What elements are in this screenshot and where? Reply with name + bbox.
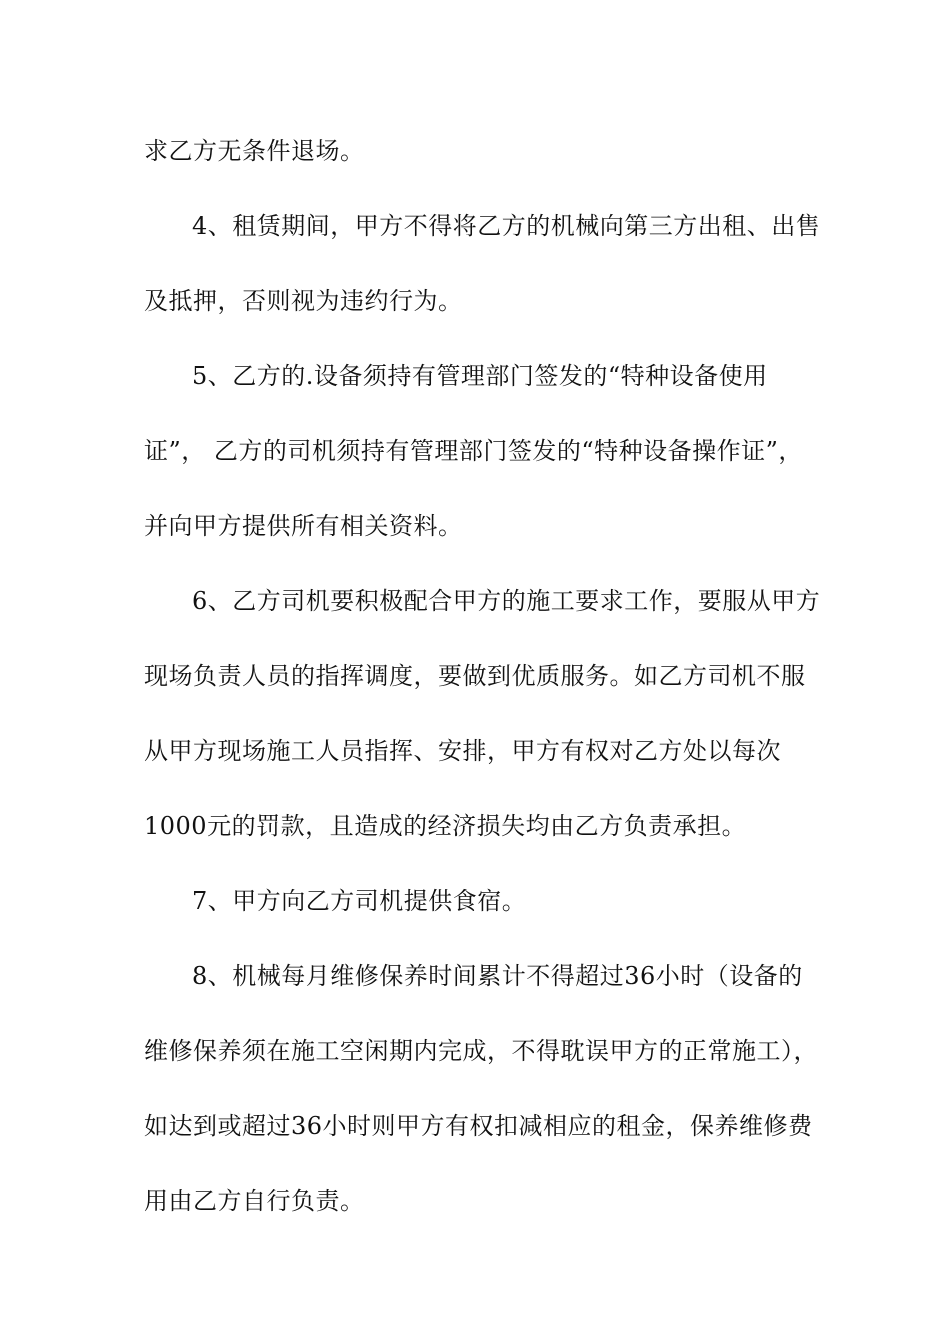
text-line: 1000元的罚款，且造成的经济损失均由乙方负责承担。: [144, 812, 747, 840]
clause-5-line: 5、乙方的.设备须持有管理部门签发的“特种设备使用: [192, 362, 768, 390]
text-line: 现场负责人员的指挥调度，要做到优质服务。如乙方司机不服: [144, 662, 806, 690]
clause-6-line: 6、乙方司机要积极配合甲方的施工要求工作，要服从甲方: [192, 587, 821, 615]
text-line: 求乙方无条件退场。: [144, 137, 365, 165]
text-line: 及抵押，否则视为违约行为。: [144, 287, 463, 315]
text-line: 如达到或超过36小时则甲方有权扣减相应的租金，保养维修费: [144, 1112, 813, 1140]
text-line: 证”， 乙方的司机须持有管理部门签发的“特种设备操作证”，: [144, 437, 803, 465]
text-line: 用由乙方自行负责。: [144, 1187, 365, 1215]
clause-7-line: 7、甲方向乙方司机提供食宿。: [192, 887, 527, 915]
text-line: 并向甲方提供所有相关资料。: [144, 512, 463, 540]
clause-4-line: 4、租赁期间，甲方不得将乙方的机械向第三方出租、出售: [192, 212, 821, 240]
text-line: 维修保养须在施工空闲期内完成，不得耽误甲方的正常施工），: [144, 1037, 818, 1065]
clause-8-line: 8、机械每月维修保养时间累计不得超过36小时（设备的: [192, 962, 803, 990]
text-line: 从甲方现场施工人员指挥、安排，甲方有权对乙方处以每次: [144, 737, 781, 765]
